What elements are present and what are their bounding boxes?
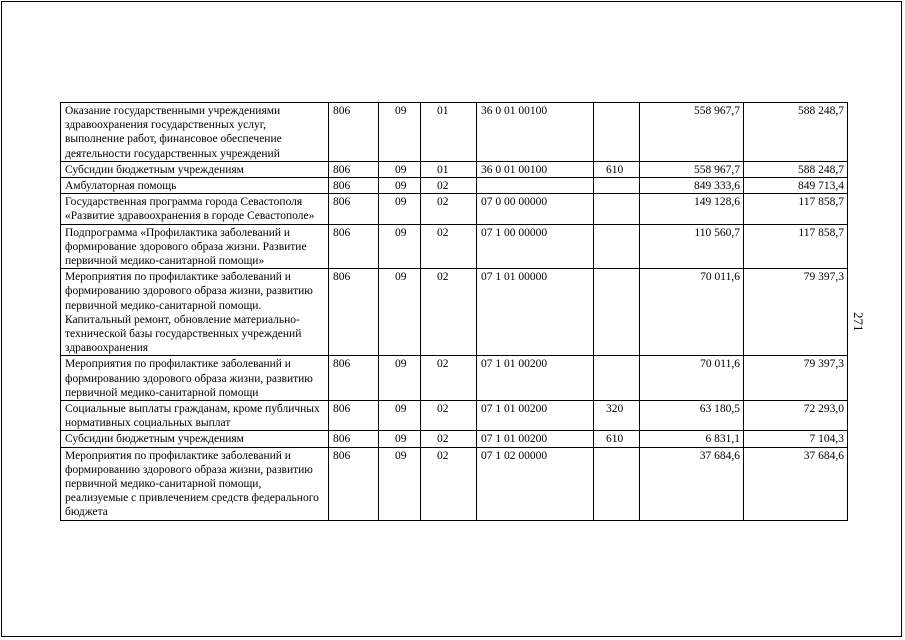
row-ved: 806 bbox=[329, 161, 379, 177]
row-sum-1: 37 684,6 bbox=[640, 447, 744, 520]
row-csr: 07 1 01 00200 bbox=[477, 356, 594, 401]
row-pr: 02 bbox=[421, 269, 477, 356]
row-csr: 36 0 01 00100 bbox=[477, 103, 594, 162]
row-rz: 09 bbox=[379, 178, 421, 194]
row-rz: 09 bbox=[379, 431, 421, 447]
row-rz: 09 bbox=[379, 103, 421, 162]
row-ved: 806 bbox=[329, 356, 379, 401]
row-csr: 07 1 01 00200 bbox=[477, 401, 594, 431]
row-sum-2: 79 397,3 bbox=[744, 269, 848, 356]
table-row bbox=[61, 401, 848, 431]
row-name: Подпрограмма «Профилактика заболеваний и формирование здорового образа жизни. Развитие первичной медико-санитарной помощи» bbox=[61, 224, 329, 269]
row-ved: 806 bbox=[329, 401, 379, 431]
row-sum-1: 110 560,7 bbox=[640, 224, 744, 269]
row-name: Субсидии бюджетным учреждениям bbox=[61, 161, 329, 177]
row-ved: 806 bbox=[329, 269, 379, 356]
row-rz: 09 bbox=[379, 269, 421, 356]
row-rz: 09 bbox=[379, 356, 421, 401]
row-ved: 806 bbox=[329, 178, 379, 194]
row-pr: 02 bbox=[421, 431, 477, 447]
table-row bbox=[61, 431, 848, 447]
row-sum-1: 63 180,5 bbox=[640, 401, 744, 431]
row-csr: 07 1 02 00000 bbox=[477, 447, 594, 520]
row-sum-1: 149 128,6 bbox=[640, 194, 744, 224]
row-sum-2: 7 104,3 bbox=[744, 431, 848, 447]
row-vr: 320 bbox=[594, 401, 640, 431]
row-name: Мероприятия по профилактике заболеваний и формированию здорового образа жизни, развитию первичной медико-санитарной помощи, реализуемые с привлечением средств федерального бюджета bbox=[61, 447, 329, 520]
row-vr bbox=[594, 447, 640, 520]
row-name: Амбулаторная помощь bbox=[61, 178, 329, 194]
row-sum-2: 588 248,7 bbox=[744, 161, 848, 177]
row-vr bbox=[594, 356, 640, 401]
row-pr: 02 bbox=[421, 194, 477, 224]
table-row bbox=[61, 356, 848, 401]
row-sum-2: 79 397,3 bbox=[744, 356, 848, 401]
page-number: 271 bbox=[851, 312, 866, 332]
row-pr: 02 bbox=[421, 224, 477, 269]
row-vr: 610 bbox=[594, 431, 640, 447]
row-pr: 02 bbox=[421, 178, 477, 194]
row-rz: 09 bbox=[379, 194, 421, 224]
row-vr: 610 bbox=[594, 161, 640, 177]
row-rz: 09 bbox=[379, 161, 421, 177]
row-sum-1: 6 831,1 bbox=[640, 431, 744, 447]
row-sum-1: 558 967,7 bbox=[640, 103, 744, 162]
row-sum-2: 117 858,7 bbox=[744, 194, 848, 224]
row-rz: 09 bbox=[379, 401, 421, 431]
row-rz: 09 bbox=[379, 447, 421, 520]
row-vr bbox=[594, 178, 640, 194]
row-csr bbox=[477, 178, 594, 194]
row-name: Социальные выплаты гражданам, кроме публичных нормативных социальных выплат bbox=[61, 401, 329, 431]
row-pr: 01 bbox=[421, 161, 477, 177]
row-sum-1: 558 967,7 bbox=[640, 161, 744, 177]
row-sum-2: 588 248,7 bbox=[744, 103, 848, 162]
row-pr: 02 bbox=[421, 401, 477, 431]
table-row bbox=[61, 194, 848, 224]
row-vr bbox=[594, 269, 640, 356]
row-ved: 806 bbox=[329, 194, 379, 224]
row-csr: 07 1 01 00200 bbox=[477, 431, 594, 447]
row-vr bbox=[594, 224, 640, 269]
row-vr bbox=[594, 194, 640, 224]
row-name: Мероприятия по профилактике заболеваний и формированию здорового образа жизни, развитию первичной медико-санитарной помощи. Капитальный ремонт, обновление материально-технической базы государственных учреждений здравоохранения bbox=[61, 269, 329, 356]
row-pr: 01 bbox=[421, 103, 477, 162]
table-row bbox=[61, 178, 848, 194]
row-name: Субсидии бюджетным учреждениям bbox=[61, 431, 329, 447]
table-row bbox=[61, 269, 848, 356]
row-csr: 36 0 01 00100 bbox=[477, 161, 594, 177]
table-row bbox=[61, 103, 848, 162]
row-sum-1: 70 011,6 bbox=[640, 356, 744, 401]
row-name: Государственная программа города Севастополя «Развитие здравоохранения в городе Севастополе» bbox=[61, 194, 329, 224]
row-ved: 806 bbox=[329, 103, 379, 162]
table-row bbox=[61, 224, 848, 269]
row-sum-1: 849 333,6 bbox=[640, 178, 744, 194]
row-pr: 02 bbox=[421, 447, 477, 520]
row-sum-1: 70 011,6 bbox=[640, 269, 744, 356]
table-row bbox=[61, 447, 848, 520]
row-name: Мероприятия по профилактике заболеваний и формированию здорового образа жизни, развитию первичной медико-санитарной помощи bbox=[61, 356, 329, 401]
row-sum-2: 849 713,4 bbox=[744, 178, 848, 194]
row-csr: 07 0 00 00000 bbox=[477, 194, 594, 224]
row-sum-2: 117 858,7 bbox=[744, 224, 848, 269]
table-row bbox=[61, 161, 848, 177]
row-sum-2: 72 293,0 bbox=[744, 401, 848, 431]
row-csr: 07 1 00 00000 bbox=[477, 224, 594, 269]
row-ved: 806 bbox=[329, 224, 379, 269]
row-sum-2: 37 684,6 bbox=[744, 447, 848, 520]
row-csr: 07 1 01 00000 bbox=[477, 269, 594, 356]
row-name: Оказание государственными учреждениями здравоохранения государственных услуг, выполнение работ, финансовое обеспечение деятельности государственных учреждений bbox=[61, 103, 329, 162]
budget-table bbox=[60, 102, 848, 521]
row-ved: 806 bbox=[329, 431, 379, 447]
row-pr: 02 bbox=[421, 356, 477, 401]
row-rz: 09 bbox=[379, 224, 421, 269]
row-vr bbox=[594, 103, 640, 162]
row-ved: 806 bbox=[329, 447, 379, 520]
